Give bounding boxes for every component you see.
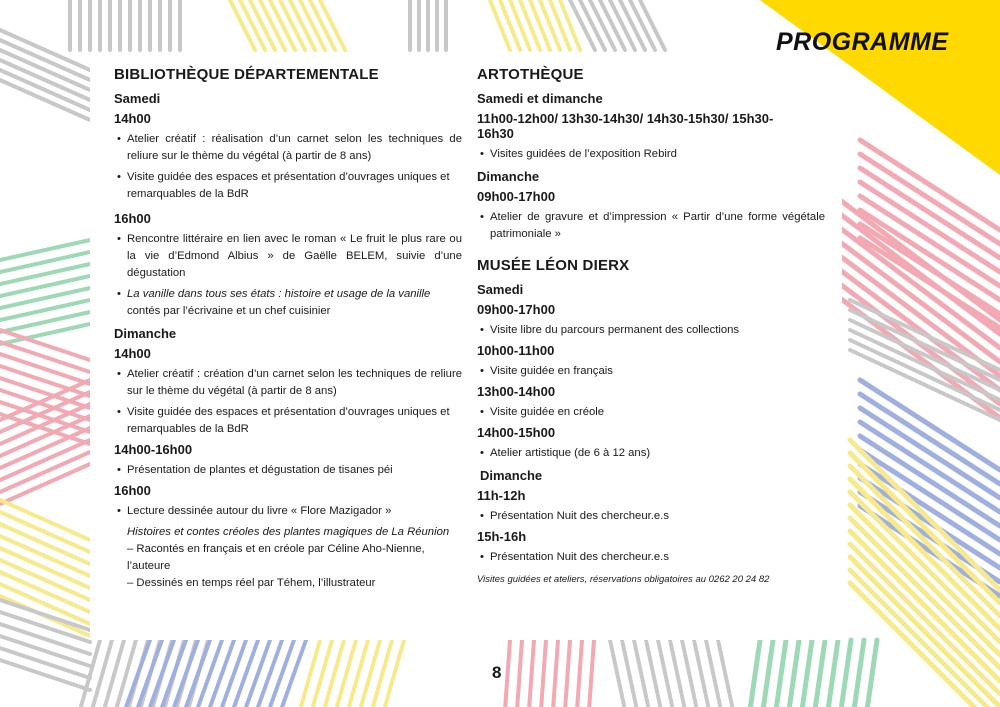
list-item: • Rencontre littéraire en lien avec le roman « Le fruit le plus rare ou la vie d’Edmond Albius » de Gaëlle BELEM, suivie d’une dégustation <box>114 231 462 282</box>
list-item: • Visite libre du parcours permanent des collections <box>477 322 825 339</box>
decorative-stripe <box>565 640 570 707</box>
day-label: Dimanche <box>477 169 540 184</box>
list-item: • Présentation de plantes et dégustation de tisanes péi <box>114 462 462 479</box>
decorative-stripe <box>161 640 186 707</box>
list-item: • Visite guidée des espaces et présentation d’ouvrages uniques et remarquables de la BdR <box>114 404 462 438</box>
decorative-stripe <box>802 640 812 707</box>
right-column <box>477 66 825 585</box>
list-item: • Visite guidée en créole <box>477 404 825 421</box>
list-item: • Visite guidée des espaces et présentation d’ouvrages uniques et remarquables de la BdR <box>114 169 462 203</box>
decorative-stripe <box>860 380 1000 470</box>
decorative-stripe <box>505 640 510 707</box>
decorative-stripe <box>520 0 540 50</box>
decorative-stripe <box>269 640 294 707</box>
list-item: • Présentation Nuit des chercheur.e.s <box>477 508 825 525</box>
italic-text: La vanille dans tous ses états : histoire et usage de la vanille <box>127 288 431 300</box>
list-item: • Visites guidées de l’exposition Rebird <box>477 146 825 163</box>
time-label: 15h-16h <box>477 529 527 544</box>
decorative-stripe <box>209 640 234 707</box>
day-label: Dimanche <box>480 468 543 483</box>
list-item: • Atelier créatif : création d’un carnet selon les techniques de reliure sur le thème du végétal (à partir de 8 ans) <box>114 366 462 400</box>
day-label: Dimanche <box>114 326 177 341</box>
decorative-stripe <box>750 640 760 707</box>
decorative-stripe <box>517 640 522 707</box>
decorative-stripe <box>173 640 198 707</box>
decorative-stripe <box>149 640 174 707</box>
list-item: • Atelier créatif : réalisation d’un carnet selon les techniques de reliure sur le thème du végétal (à partir de 8 ans) <box>114 131 462 165</box>
list-item-continuation: contés par l’écrivaine et un chef cuisinier <box>127 305 331 317</box>
time-label: 16h00 <box>114 483 151 498</box>
book-subtitle: Histoires et contes créoles des plantes magiques de La Réunion <box>127 526 450 538</box>
reservation-note: Visites guidées et ateliers, réservations obligatoires au 0262 20 24 82 <box>477 574 770 585</box>
decorative-stripe <box>789 640 799 707</box>
decorative-stripe <box>550 0 570 50</box>
decorative-stripe <box>257 640 282 707</box>
list-item: • Lecture dessinée autour du livre « Flore Mazigador » <box>114 503 462 520</box>
time-label: 11h-12h <box>477 488 526 503</box>
credit-line: – Racontés en français et en créole par Céline Aho-Nienne, l’auteure <box>127 543 425 572</box>
decorative-stripe <box>867 640 877 707</box>
bibliotheque-section <box>114 66 462 592</box>
section-title: ARTOTHÈQUE <box>477 66 584 83</box>
time-label: 16h00 <box>114 211 151 226</box>
time-label: 14h00 <box>114 346 151 361</box>
decorative-stripe <box>553 640 558 707</box>
decorative-stripe <box>245 640 270 707</box>
decorative-stripe <box>541 640 546 707</box>
list-item: • Présentation Nuit des chercheur.e.s <box>477 549 825 566</box>
decorative-stripe <box>540 0 560 50</box>
list-item: • Visite guidée en français <box>477 363 825 380</box>
time-label: 11h00-12h00/ 13h30-14h30/ 14h30-15h30/ 15h30-16h30 <box>477 111 774 141</box>
decorative-stripe <box>718 640 733 707</box>
decorative-stripe <box>763 640 773 707</box>
decorative-stripe <box>490 0 510 50</box>
time-label: 09h00-17h00 <box>477 302 556 317</box>
decorative-stripe <box>500 0 520 50</box>
time-label: 14h00 <box>114 111 151 126</box>
decorative-stripe <box>776 640 786 707</box>
day-label: Samedi et dimanche <box>477 91 603 106</box>
day-label: Samedi <box>114 91 161 106</box>
page-number: 8 <box>492 663 502 682</box>
decorative-stripe <box>185 640 210 707</box>
list-item <box>114 286 462 303</box>
decorative-stripe <box>841 640 851 707</box>
page-title: PROGRAMME <box>776 28 949 56</box>
section-title: MUSÉE LÉON DIERX <box>477 257 630 274</box>
decorative-stripe <box>560 0 580 50</box>
decorative-stripe <box>577 640 582 707</box>
decorative-stripe <box>384 640 404 707</box>
decorative-stripe <box>221 640 246 707</box>
time-label: 14h00-16h00 <box>114 442 193 457</box>
decorative-stripe <box>530 0 550 50</box>
list-item: • Atelier de gravure et d’impression « Partir d’une forme végétale patrimoniale » <box>477 209 825 243</box>
decorative-stripe <box>197 640 222 707</box>
decorative-stripe <box>233 640 258 707</box>
decorative-stripe <box>510 0 530 50</box>
section-title: BIBLIOTHÈQUE DÉPARTEMENTALE <box>114 66 379 83</box>
decorative-stripe <box>529 640 534 707</box>
time-label: 09h00-17h00 <box>477 189 556 204</box>
decorative-stripe <box>125 640 150 707</box>
credit-line: – Dessinés en temps réel par Téhem, l’illustrateur <box>127 577 376 589</box>
time-label: 14h00-15h00 <box>477 425 556 440</box>
decorative-stripe <box>815 640 825 707</box>
decorative-stripe <box>854 640 864 707</box>
time-label: 10h00-11h00 <box>477 343 555 358</box>
time-label: 13h00-14h00 <box>477 384 556 399</box>
decorative-stripe <box>828 640 838 707</box>
list-item: • Atelier artistique (de 6 à 12 ans) <box>477 445 825 462</box>
decorative-stripe <box>137 640 162 707</box>
day-label: Samedi <box>477 282 524 297</box>
decorative-stripe <box>589 640 594 707</box>
